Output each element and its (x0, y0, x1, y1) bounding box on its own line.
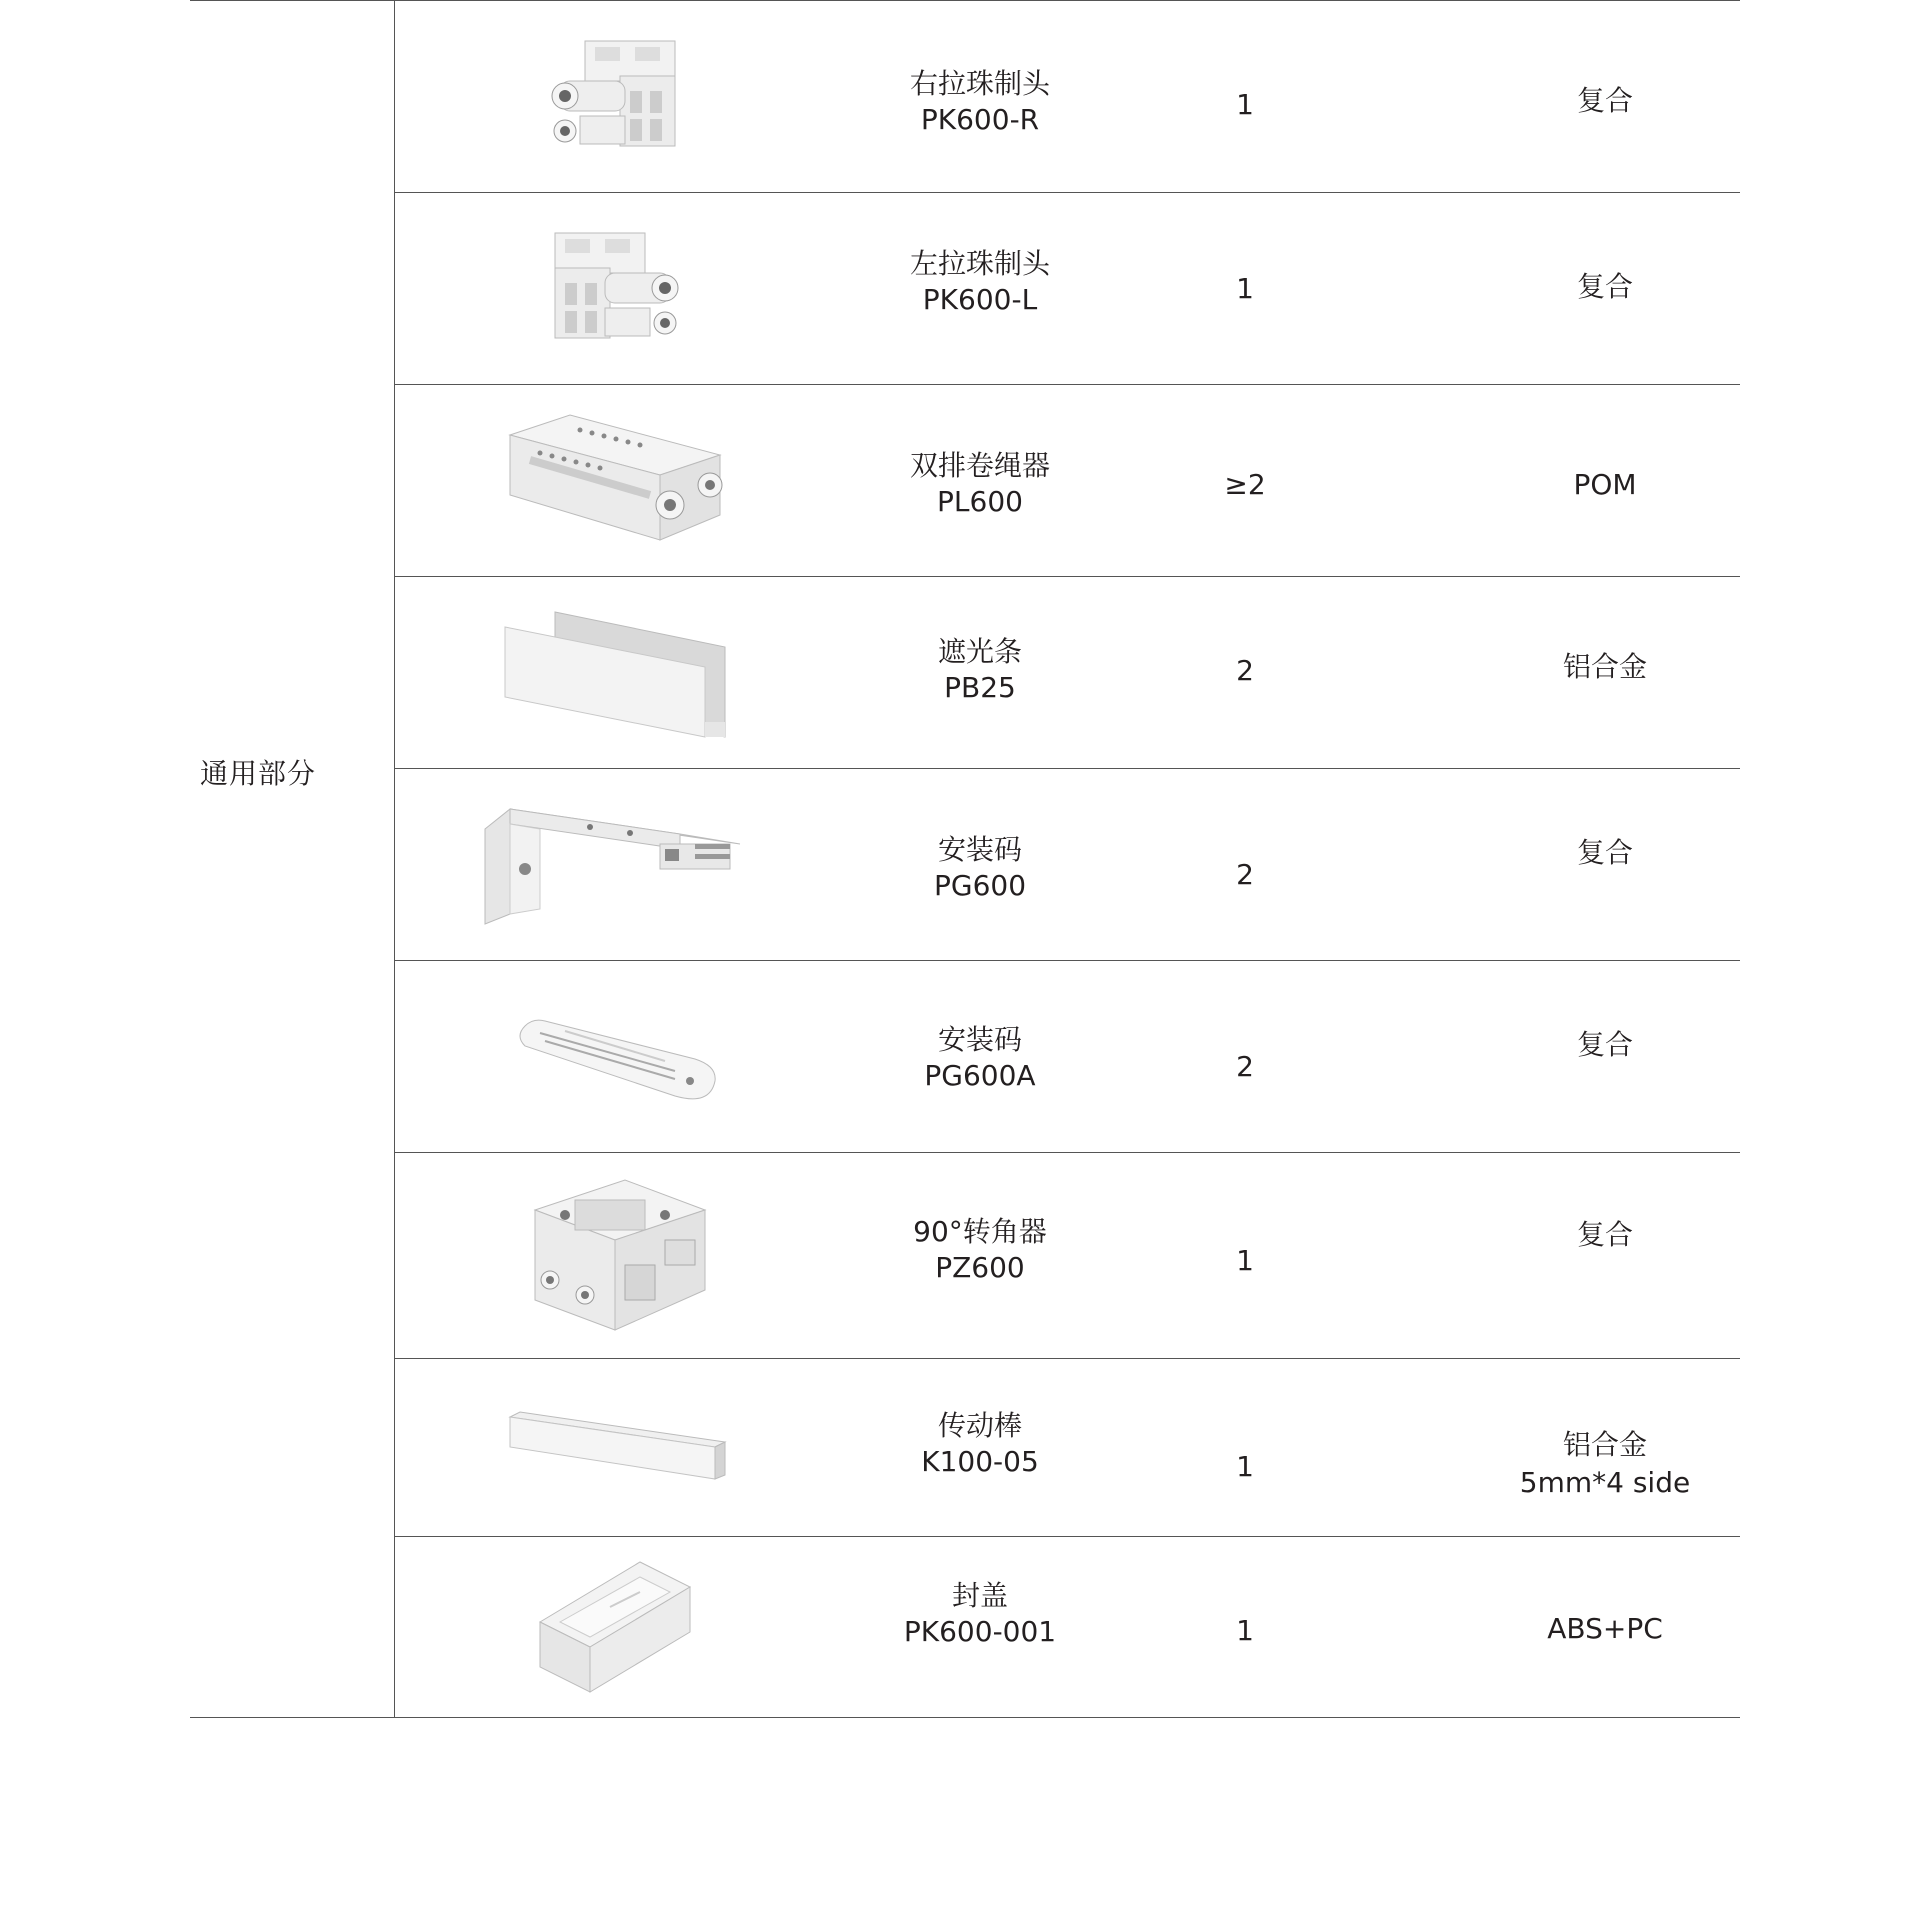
part-image-cell (465, 768, 765, 960)
part-quantity: 2 (1236, 654, 1254, 687)
part-quantity: 1 (1236, 1450, 1254, 1483)
part-image-cell (465, 1358, 765, 1536)
part-image-cell (465, 384, 765, 576)
part-material: POM (1573, 468, 1637, 501)
part-name: 安装码 (937, 1023, 1022, 1056)
part-material: 复合 (1576, 1218, 1633, 1251)
end-cap-icon (530, 1552, 700, 1702)
part-code: PK600-R (920, 103, 1040, 136)
part-quantity: 2 (1236, 1050, 1254, 1083)
part-quantity: 1 (1236, 1244, 1254, 1277)
part-code: PK600-L (922, 283, 1038, 316)
part-code: PB25 (944, 671, 1016, 704)
double-cord-winder-icon (500, 405, 730, 555)
part-name: 封盖 (951, 1579, 1008, 1612)
part-quantity: ≥2 (1224, 468, 1266, 501)
part-code: PZ600 (935, 1251, 1025, 1284)
part-code: PG600 (933, 869, 1027, 902)
part-material-cell (1455, 1610, 1755, 1648)
table-row (395, 1358, 1740, 1536)
group-label: 通用部分 (200, 757, 317, 790)
part-material-spec: 5mm*4 side (1519, 1466, 1691, 1499)
part-material-cell (1455, 648, 1755, 686)
part-name: 右拉珠制头 (909, 67, 1050, 100)
part-material-cell (1455, 82, 1755, 120)
table-row (395, 768, 1740, 960)
part-name-cell (795, 634, 1165, 706)
part-name: 90°转角器 (913, 1215, 1047, 1248)
part-name-cell (795, 246, 1165, 318)
table-row (395, 1152, 1740, 1358)
part-image-cell (465, 576, 765, 768)
part-name: 安装码 (937, 833, 1022, 866)
part-material: 复合 (1576, 270, 1633, 303)
part-material-cell (1455, 268, 1755, 306)
part-name: 左拉珠制头 (909, 247, 1050, 280)
part-name-cell (795, 1578, 1165, 1650)
part-image-cell (465, 0, 765, 192)
part-material: 铝合金 (1562, 650, 1647, 683)
part-quantity: 1 (1236, 1614, 1254, 1647)
table-row (395, 960, 1740, 1152)
part-material: 复合 (1576, 84, 1633, 117)
part-name: 传动棒 (937, 1409, 1022, 1442)
part-name-cell (795, 1214, 1165, 1286)
part-quantity: 1 (1236, 272, 1254, 305)
part-material-cell (1455, 1216, 1755, 1254)
light-shield-strip-icon (500, 602, 730, 742)
drive-rod-icon (500, 1407, 730, 1487)
part-material-cell (1455, 466, 1755, 504)
table-row (395, 576, 1740, 768)
table-row (395, 1536, 1740, 1718)
part-material-cell (1455, 1026, 1755, 1064)
right-bead-chain-head-icon (540, 31, 690, 161)
part-material: ABS+PC (1547, 1612, 1663, 1645)
part-name: 遮光条 (937, 635, 1022, 668)
part-material: 铝合金 (1562, 1428, 1647, 1461)
table-row (395, 384, 1740, 576)
part-code: PG600A (924, 1059, 1036, 1092)
part-name-cell (795, 1022, 1165, 1094)
part-name-cell (795, 832, 1165, 904)
corner-connector-icon (515, 1170, 715, 1340)
part-image-cell (465, 192, 765, 384)
part-image-cell (465, 960, 765, 1152)
part-quantity: 1 (1236, 88, 1254, 121)
part-name: 双排卷绳器 (909, 449, 1050, 482)
part-name-cell (795, 1408, 1165, 1480)
part-image-cell (465, 1152, 765, 1358)
mounting-bracket-icon (480, 799, 750, 929)
part-image-cell (465, 1536, 765, 1718)
table-row (395, 0, 1740, 192)
part-name-cell (795, 66, 1165, 138)
part-code: K100-05 (921, 1445, 1039, 1478)
left-bead-chain-head-icon (540, 223, 690, 353)
part-material-cell (1455, 834, 1755, 872)
part-code: PL600 (937, 485, 1023, 518)
part-material: 复合 (1576, 1028, 1633, 1061)
part-name-cell (795, 448, 1165, 520)
part-quantity: 2 (1236, 858, 1254, 891)
part-material-cell (1455, 1426, 1755, 1502)
mounting-plate-icon (505, 1001, 725, 1111)
part-material: 复合 (1576, 836, 1633, 869)
part-code: PK600-001 (903, 1615, 1057, 1648)
table-row (395, 192, 1740, 384)
